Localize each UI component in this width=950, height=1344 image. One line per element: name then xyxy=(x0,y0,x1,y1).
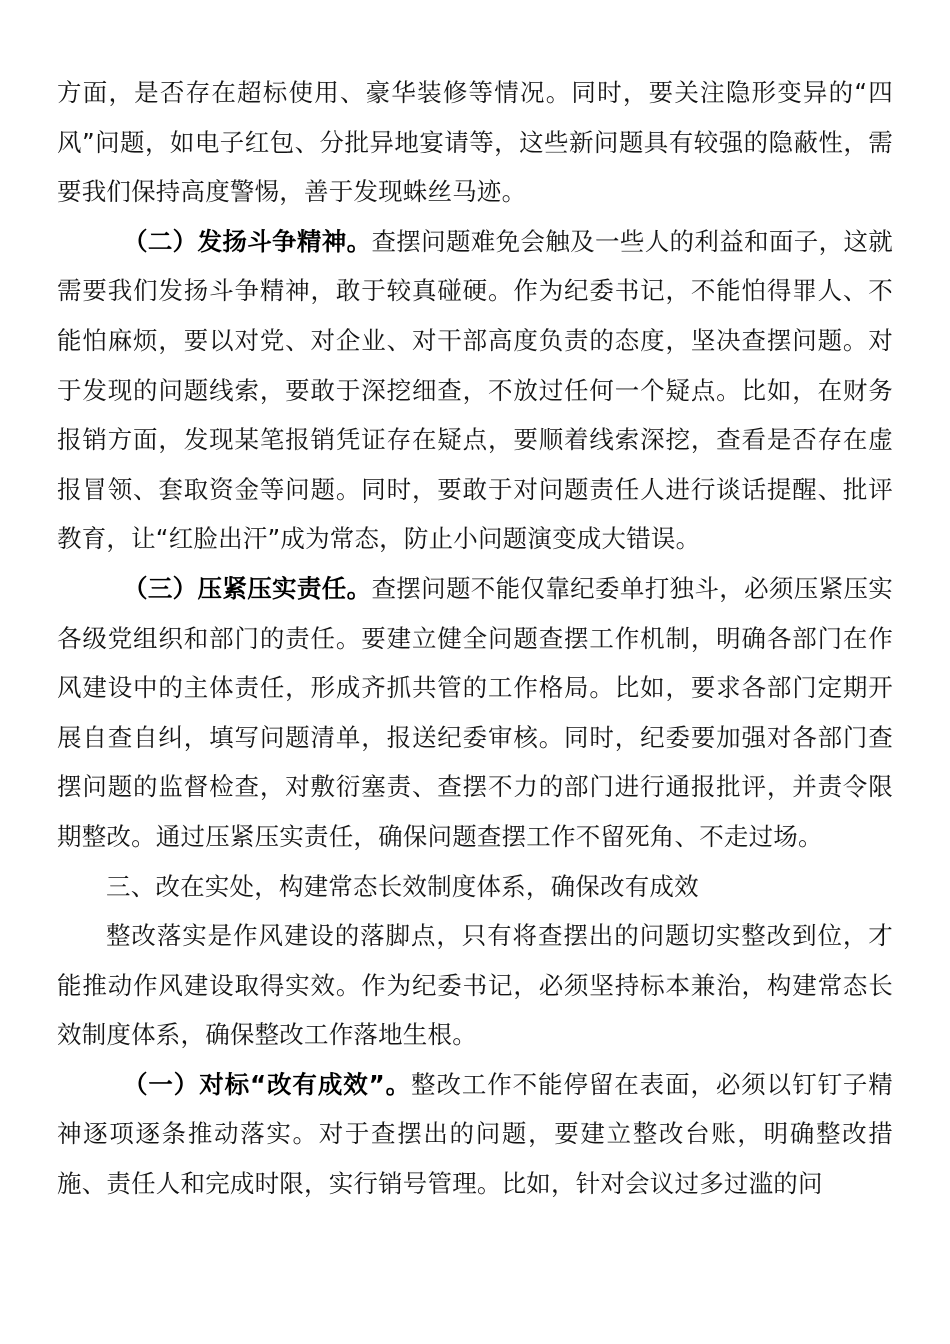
paragraph-text: 整改落实是作风建设的落脚点，只有将查摆出的问题切实整改到位，才能推动作风建设取得实效。作为纪委书记，必须坚持标本兼治，构建常态长效制度体系，确保整改工作落地生根。 xyxy=(57,921,893,1050)
paragraph-struggle-spirit xyxy=(57,217,893,564)
paragraph-benchmark xyxy=(57,1060,893,1209)
document-body xyxy=(57,68,893,1209)
paragraph-rectification-intro xyxy=(57,911,893,1060)
section-lead-benchmark: （一）对标“改有成效”。 xyxy=(123,1069,412,1099)
section-lead-struggle-spirit: （二）发扬斗争精神。 xyxy=(123,226,372,256)
heading-text: 三、改在实处，构建常态长效制度体系，确保改有成效 xyxy=(106,871,699,901)
section-lead-responsibility: （三）压紧压实责任。 xyxy=(123,573,372,603)
paragraph-text: 方面，是否存在超标使用、豪华装修等情况。同时，要关注隐形变异的“四风”问题，如电子红包、分批异地宴请等，这些新问题具有较强的隐蔽性，需要我们保持高度警惕，善于发现蛛丝马迹。 xyxy=(57,78,893,207)
paragraph-responsibility xyxy=(57,564,893,862)
paragraph-continuation xyxy=(57,68,893,217)
paragraph-text: 查摆问题难免会触及一些人的利益和面子，这就需要我们发扬斗争精神，敢于较真碰硬。作为纪委书记，不能怕得罪人、不能怕麻烦，要以对党、对企业、对干部高度负责的态度，坚决查摆问题。对于发现的问题线索，要敢于深挖细查，不放过任何一个疑点。比如，在财务报销方面，发现某笔报销凭证存在疑点，要顺着线索深挖，查看是否存在虚报冒领、套取资金等问题。同时，要敢于对问题责任人进行谈话提醒、批评教育，让“红脸出汗”成为常态，防止小问题演变成大错误。 xyxy=(57,226,893,554)
section-heading-three xyxy=(57,862,893,912)
paragraph-text: 整改工作不能停留在表面，必须以钉钉子精神逐项逐条推动落实。对于查摆出的问题，要建立整改台账，明确整改措施、责任人和完成时限，实行销号管理。比如，针对会议过多过滥的问 xyxy=(57,1069,893,1199)
paragraph-text: 查摆问题不能仅靠纪委单打独斗，必须压紧压实各级党组织和部门的责任。要建立健全问题查摆工作机制，明确各部门在作风建设中的主体责任，形成齐抓共管的工作格局。比如，要求各部门定期开展自查自纠，填写问题清单，报送纪委审核。同时，纪委要加强对各部门查摆问题的监督检查，对敷衍塞责、查摆不力的部门进行通报批评，并责令限期整改。通过压紧压实责任，确保问题查摆工作不留死角、不走过场。 xyxy=(57,573,893,851)
